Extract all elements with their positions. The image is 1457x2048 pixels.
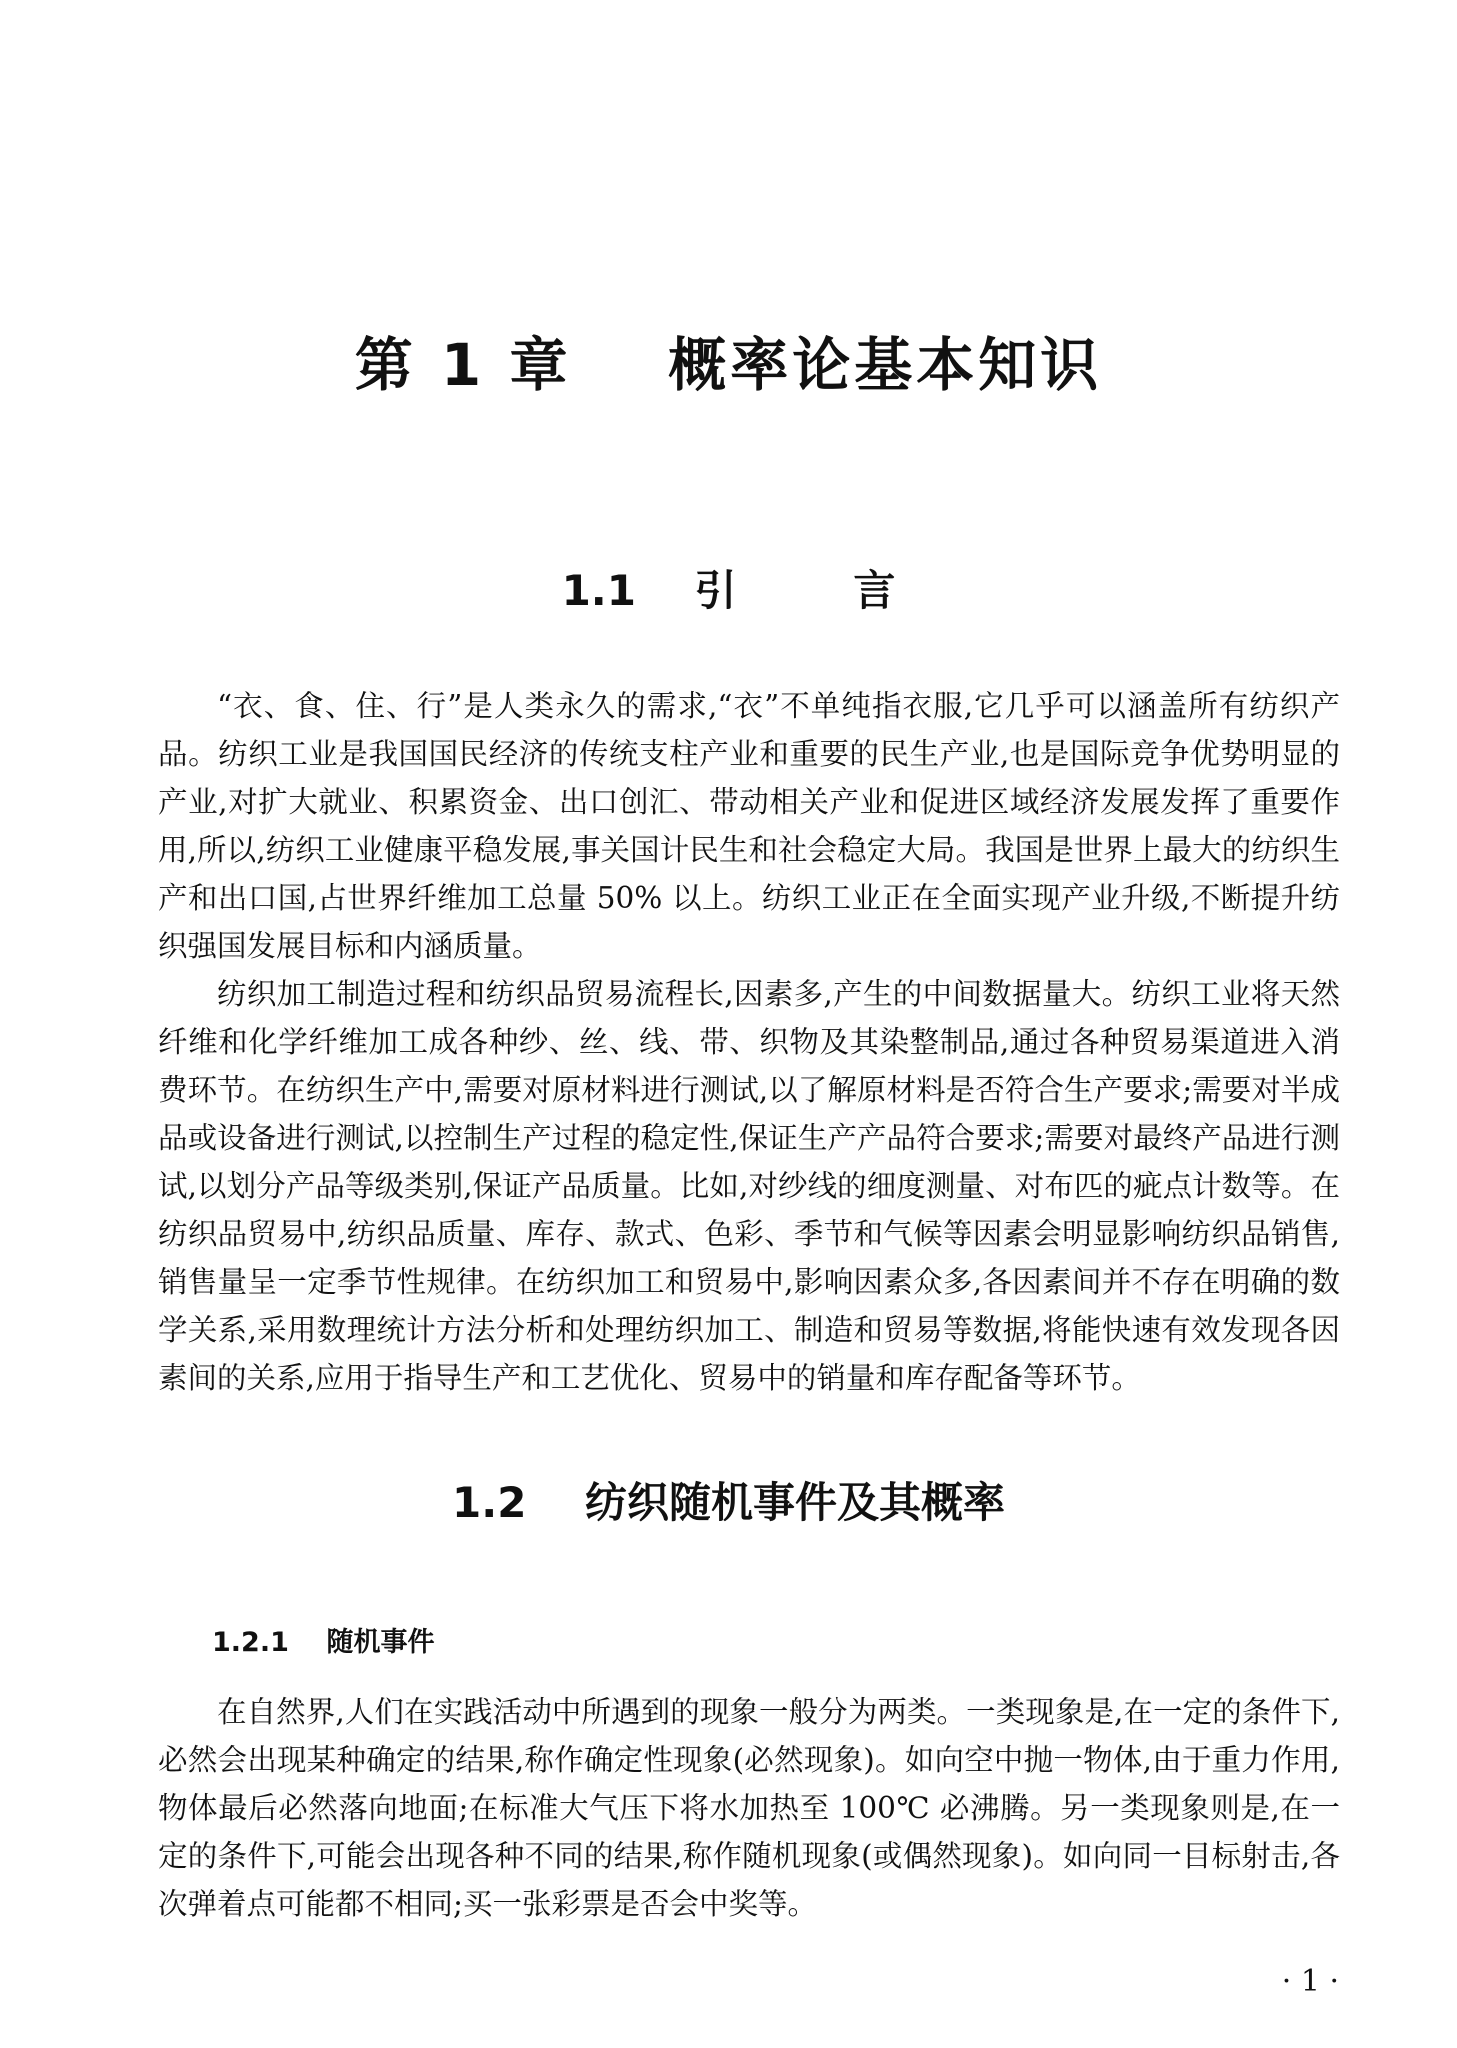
section-1-1-body (158, 682, 1340, 1402)
subsection-heading-1-2-1: 1.2.1 随机事件 (212, 1627, 435, 1658)
section-heading-1-2: 1.2 纺织随机事件及其概率 (452, 1478, 1005, 1527)
paragraph: 纺织加工制造过程和纺织品贸易流程长,因素多,产生的中间数据量大。纺织工业将天然纤维和化学纤维加工成各种纱、丝、线、带、织物及其染整制品,通过各种贸易渠道进入消费环节。在纺织生产中,需要对原材料进行测试,以了解原材料是否符合生产要求;需要对半成品或设备进行测试,以控制生产过程的稳定性,保证生产产品符合要求;需要对最终产品进行测试,以划分产品等级类别,保证产品质量。比如,对纱线的细度测量、对布匹的疵点计数等。在纺织品贸易中,纺织品质量、库存、款式、色彩、季节和气候等因素会明显影响纺织品销售,销售量呈一定季节性规律。在纺织加工和贸易中,影响因素众多,各因素间并不存在明确的数学关系,采用数理统计方法分析和处理纺织加工、制造和贸易等数据,将能快速有效发现各因素间的关系,应用于指导生产和工艺优化、贸易中的销量和库存配备等环节。 (158, 977, 1340, 1395)
section-heading-1-1: 1.1 引 言 (561, 566, 896, 615)
page-number: · 1 · (1281, 1964, 1339, 1999)
paragraph: “衣、食、住、行”是人类永久的需求,“衣”不单纯指衣服,它几乎可以涵盖所有纺织产品。纺织工业是我国国民经济的传统支柱产业和重要的民生产业,也是国际竞争优势明显的产业,对扩大就业、积累资金、出口创汇、带动相关产业和促进区域经济发展发挥了重要作用,所以,纺织工业健康平稳发展,事关国计民生和社会稳定大局。我国是世界上最大的纺织生产和出口国,占世界纤维加工总量 50% 以上。纺织工业正在全面实现产业升级,不断提升纺织强国发展目标和内涵质量。 (158, 689, 1340, 963)
subsection-1-2-1-body (158, 1688, 1340, 1928)
paragraph: 在自然界,人们在实践活动中所遇到的现象一般分为两类。一类现象是,在一定的条件下,必然会出现某种确定的结果,称作确定性现象(必然现象)。如向空中抛一物体,由于重力作用,物体最后必然落向地面;在标准大气压下将水加热至 100℃ 必沸腾。另一类现象则是,在一定的条件下,可能会出现各种不同的结果,称作随机现象(或偶然现象)。如向同一目标射击,各次弹着点可能都不相同;买一张彩票是否会中奖等。 (158, 1695, 1340, 1921)
chapter-title: 第 1 章 概率论基本知识 (354, 331, 1103, 399)
